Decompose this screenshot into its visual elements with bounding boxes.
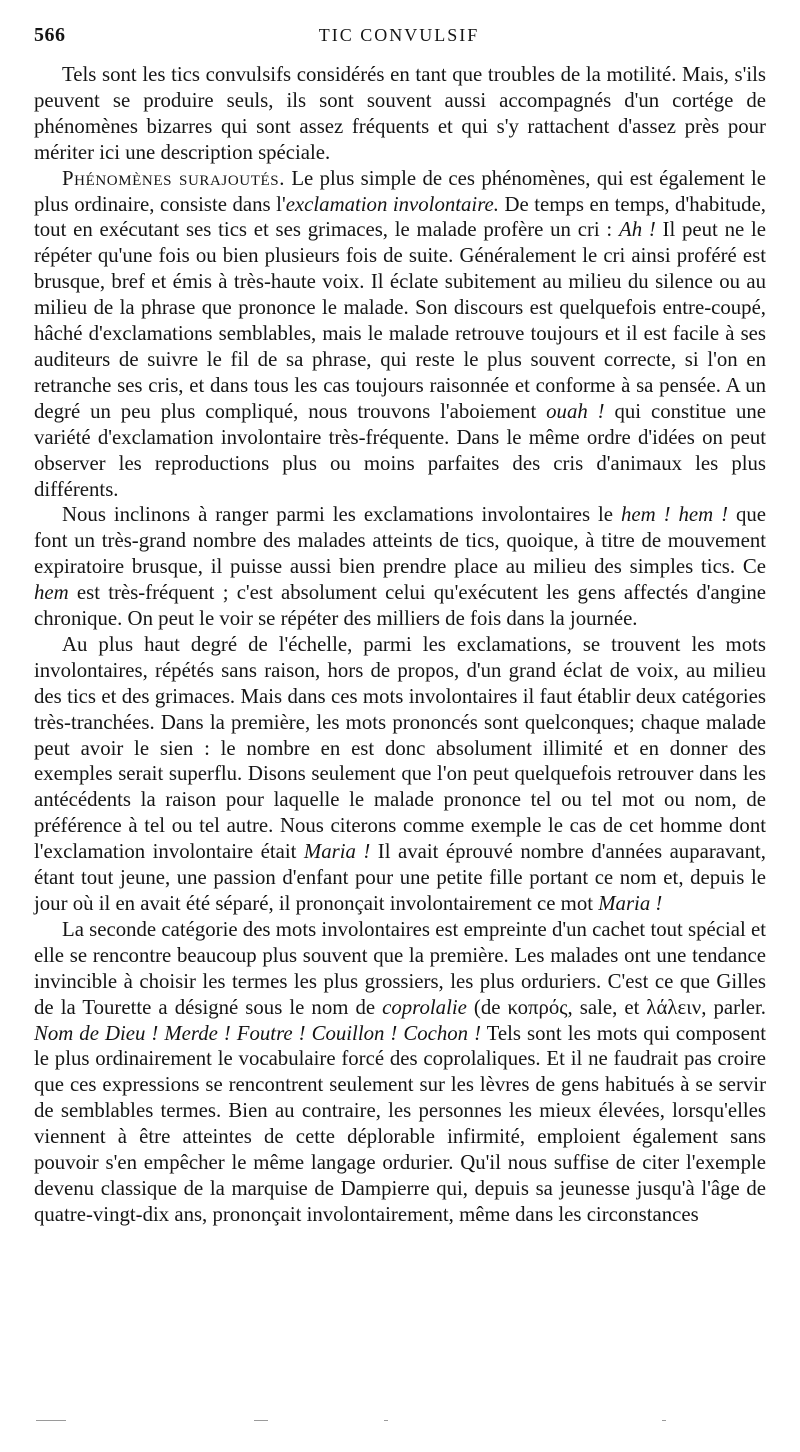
text-segment: La seconde catégorie des mots involontaires est empreinte d'un cachet tout spécial et elle se rencontre beaucoup plus souvent que la première. Les malades ont une tendance invincible à choisir les termes les plus grossiers, les plus orduriers. C'est ce que Gilles de la Tourette a désigné sous le nom de xyxy=(34,917,766,1019)
text-segment: Il peut ne le répéter qu'une fois ou bien plusieurs fois de suite. Généralement le cri ainsi proféré est brusque, bref et émis à très-haute voix. Il éclate subitement au milieu du silence ou au milieu de la phrase que prononce le malade. Son discours est quelquefois entre-coupé, hâché d'exclamations semblables, mais le malade retrouve toujours et il est facile à ses auditeurs de suivre le fil de sa phrase, qui reste le plus souvent correcte, si l'on en retranche ses cris, et dans tous les cas toujours raisonnée et conforme à sa pensée. A un degré un peu plus compliqué, nous trouvons l'aboiement xyxy=(34,218,766,423)
paragraph xyxy=(34,502,766,632)
italic-text: exclamation involontaire. xyxy=(285,192,499,216)
text-segment: Il avait éprouvé nombre d'années auparavant, étant tout jeune, une passion d'enfant pour une petite fille portant ce nom et, depuis le jour où il en avait été séparé, il prononçait involontairement ce mot xyxy=(34,840,766,915)
paragraph xyxy=(34,166,766,503)
paragraph xyxy=(34,917,766,1228)
speck xyxy=(384,1420,388,1421)
body-text xyxy=(34,62,766,1228)
speck xyxy=(662,1420,666,1421)
text-segment: Tels sont les tics convulsifs considérés en tant que troubles de la motilité. Mais, s'ils peuvent se produire seuls, ils sont souvent aussi accompagnés d'un cortége de phénomènes bizarres qui sont assez fréquents et qui s'y rattachent d'assez près pour mériter ici une description spéciale. xyxy=(34,63,766,164)
paragraph xyxy=(34,632,766,917)
italic-text: coprolalie xyxy=(382,995,467,1019)
italic-text: hem xyxy=(34,581,69,605)
text-segment: Au plus haut degré de l'échelle, parmi les exclamations, se trouvent les mots involontaires, répétés sans raison, hors de propos, d'un grand éclat de voix, au milieu des tics et des grimaces. Mais dans ces mots involontaires il faut établir deux catégories très-tranchées. Dans la première, les mots prononcés sont quelconques; chaque malade peut avoir le sien : le nombre en est donc absolument illimité et en donner des exemples serait superflu. Disons seulement que l'on peut quelquefois retrouver dans les antécédents la raison pour laquelle le malade prononce tel ou tel mot ou nom, de préférence à tel ou tel autre. Nous citerons comme exemple le cas de cet homme dont l'exclamation involontaire était xyxy=(34,632,766,864)
speck xyxy=(254,1420,268,1421)
text-segment: que font un très-grand nombre des malades atteints de tics, quoique, à titre de mouvement expiratoire brusque, il puisse aussi bien prendre place au milieu des simples tics. Ce xyxy=(34,503,766,579)
text-segment: qui constitue une variété d'exclamation involontaire très-fréquente. Dans le même ordre d'idées on peut observer les reproductions plus ou moins parfaites des cris d'animaux les plus différents. xyxy=(34,399,767,501)
page-number: 566 xyxy=(34,24,66,46)
italic-text: Ah ! xyxy=(618,218,656,242)
italic-text: hem ! hem ! xyxy=(621,503,729,527)
section-heading: Phénomènes surajoutés. xyxy=(62,166,285,190)
paragraph xyxy=(34,62,766,166)
text-segment: Tels sont les mots qui composent le plus ordinairement le vocabulaire forcé des coprolaliques. Et il ne faudrait pas croire que ces expressions se rencontrent seulement sur les lèvres de gens habitués à se servir de semblables termes. Bien au contraire, les personnes les mieux élevées, lorsqu'elles viennent à être atteintes de cette déplorable infirmité, emploient également sans pouvoir s'en empêcher le même langage ordurier. Qu'il nous suffise de citer l'exemple devenu classique de la marquise de Dampierre qui, depuis sa jeunesse jusqu'à l'âge de quatre-vingt-dix ans, prononçait involontairement, même dans les circonstances xyxy=(34,1021,766,1226)
text-segment: Le plus simple de ces phénomènes, qui est également le plus ordinaire, consiste dans l' xyxy=(34,166,766,216)
text-segment: est très-fréquent ; c'est absolument celui qu'exécutent les gens affectés d'angine chronique. On peut le voir se répéter des milliers de fois dans la journée. xyxy=(34,581,766,631)
italic-text: Nom de Dieu ! Merde ! Foutre ! Couillon ! Cochon ! xyxy=(34,1021,482,1045)
page-header xyxy=(34,24,764,54)
running-title: TIC CONVULSIF xyxy=(318,25,480,45)
italic-text: Maria ! xyxy=(303,840,371,864)
italic-text: Maria ! xyxy=(598,892,663,915)
bottom-margin-specks xyxy=(34,1418,766,1426)
speck xyxy=(36,1420,66,1421)
text-segment: De temps en temps, d'habitude, tout en exécutant ses tics et ses grimaces, le malade profère un cri : xyxy=(34,192,767,242)
text-segment: (de κοπρός, sale, et λάλειν, parler. xyxy=(466,995,766,1019)
text-segment: Nous inclinons à ranger parmi les exclamations involontaires le xyxy=(62,503,621,527)
italic-text: ouah ! xyxy=(546,399,605,423)
